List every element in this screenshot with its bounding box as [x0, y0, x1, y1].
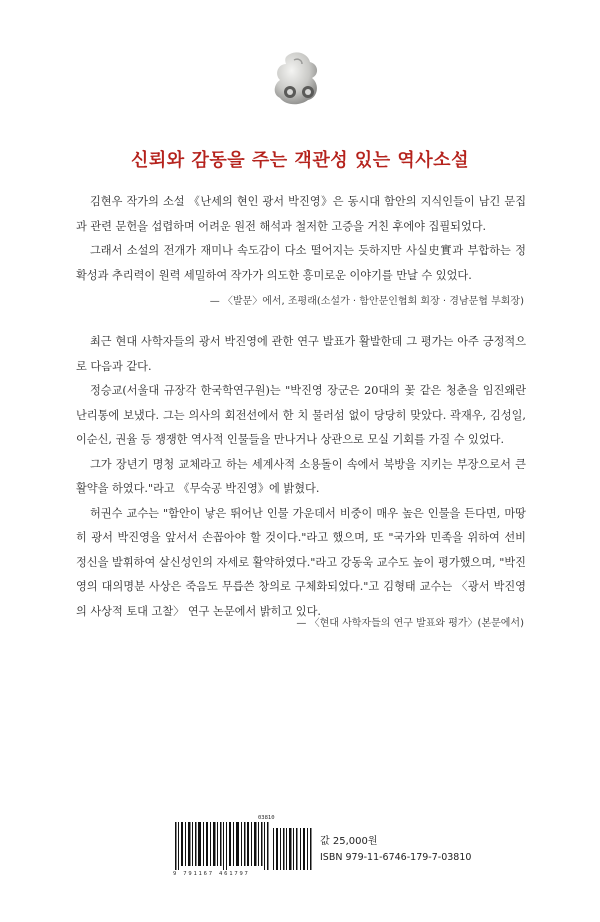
barcode-icon: [173, 822, 313, 870]
barcode-addon-number: 03810: [258, 815, 275, 821]
excerpt-block: [76, 330, 526, 624]
excerpt-paragraph: 그가 장년기 명청 교체라고 하는 세계사적 소용돌이 속에서 북방을 지키는 부장으로서 큰 활약을 하였다."라고 《무숙공 박진영》에 밝혔다.: [76, 457, 526, 495]
excerpt-paragraph: 정승교(서울대 규장각 한국학연구원)는 "박진영 장군은 20대의 꽃 같은 청춘을 임진왜란 난리통에 보냈다. 그는 의사의 회전선에서 한 치 물러섬 없이 당당히 맞았다. 곽재우, 김성일, 이순신, 권율 등 쟁쟁한 역사적 인물들을 만나거나 상관으로 모실 기회를 가질 수 있었다.: [76, 384, 526, 446]
excerpt-paragraph: 최근 현대 사학자들의 광서 박진영에 관한 연구 발표가 활발한데 그 평가는 아주 긍정적으로 다음과 같다.: [76, 335, 526, 373]
excerpt-source: — 〈현대 사학자들의 연구 발표와 평가〉(본문에서): [296, 618, 524, 629]
review-paragraph: 김현우 작가의 소설 《난세의 현인 광서 박진영》은 동시대 함안의 지식인들이 남긴 문집과 관련 문헌을 섭렵하며 어려운 원전 해석과 철저한 고증을 거친 후에야 집필되었다.: [76, 195, 526, 233]
barcode-digits: 9 791167 461797: [173, 871, 250, 877]
headline: 신뢰와 감동을 주는 객관성 있는 역사소설: [131, 150, 469, 171]
isbn-label: ISBN 979-11-6746-179-7-03810: [320, 852, 472, 863]
review-paragraph: 그래서 소설의 전개가 재미나 속도감이 다소 떨어지는 듯하지만 사실史實과 부합하는 정확성과 추리력이 원력 세밀하여 작가가 의도한 흥미로운 이야기를 만날 수 있었다.: [76, 244, 526, 282]
excerpt-paragraph: 허권수 교수는 "함안이 낳은 뛰어난 인물 가운데서 비중이 매우 높은 인물을 든다면, 마땅히 광서 박진영을 앞서서 손꼽아야 할 것이다."라고 했으며, 또 "국가와 민족을 위하여 선비 정신을 발휘하여 살신성인의 자세로 활약하였다."라고 강동욱 교수도 높이 평가했으며, "박진영의 대의명분 사상은 죽음도 무릅쓴 창의로 구체화되었다."고 김형태 교수는 〈광서 박진영의 사상적 토대 고찰〉 연구 논문에서 밝히고 있다.: [76, 506, 526, 618]
review-block: [76, 190, 526, 288]
publisher-emblem-icon: [268, 48, 330, 110]
review-source: — 〈발문〉에서, 조평래(소설가 · 함안문인협회 회장 · 경남문협 부회장): [209, 296, 524, 307]
price-label: 값 25,000원: [320, 836, 378, 847]
